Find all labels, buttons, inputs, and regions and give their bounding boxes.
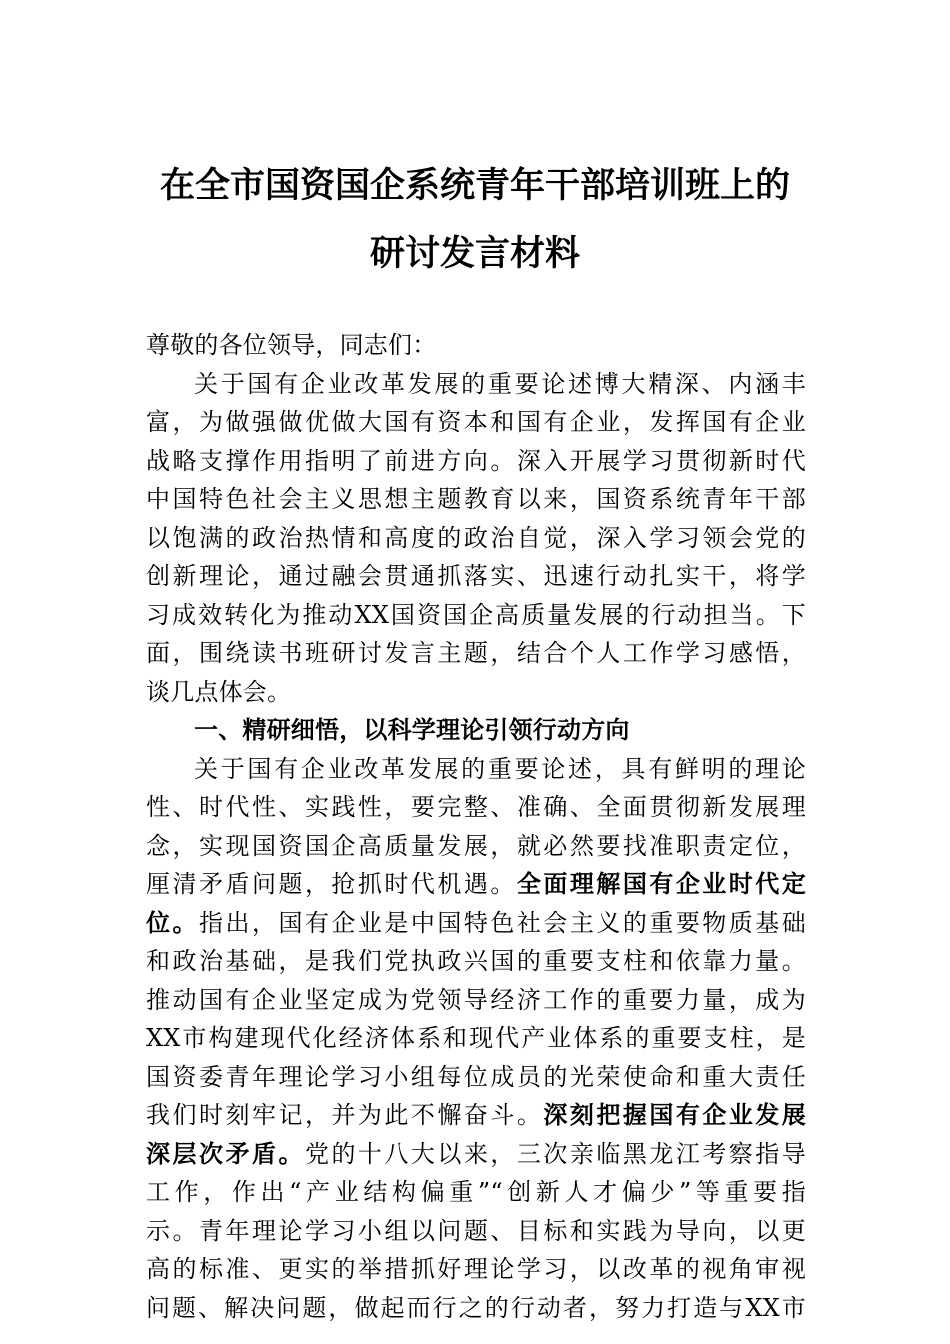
section-1-line: 推动国有企业坚定成为党领导经济工作的重要力量，成为	[146, 985, 806, 1014]
section-1-line: 国资委青年理论学习小组每位成员的光荣使命和重大责任	[146, 1062, 806, 1091]
document-title-line-1: 在全市国资国企系统青年干部培训班上的	[159, 165, 790, 206]
section-1-line: 和政治基础，是我们党执政兴国的重要支柱和依靠力量。	[146, 947, 806, 975]
intro-line: 富，为做强做优做大国有资本和国有企业，发挥国有企业	[146, 408, 806, 436]
intro-line: 面，围绕读书班研讨发言主题，结合个人工作学习感悟，	[146, 639, 806, 667]
bold-key-point: 位。	[146, 907, 199, 937]
section-1-line: 问题、解决问题，做起而行之的行动者，努力打造与XX市	[146, 1293, 806, 1322]
salutation: 尊敬的各位领导，同志们：	[146, 331, 437, 359]
section-1-line: 性、时代性、实践性，要完整、准确、全面贯彻新发展理	[146, 793, 806, 821]
plain-text: 我们时刻牢记，并为此不懈奋斗。	[146, 1101, 544, 1129]
intro-line: 以饱满的政治热情和高度的政治自觉，深入学习领会党的	[146, 523, 806, 552]
plain-text: 党的十八大以来，三次亲临黑龙江考察指导	[304, 1139, 806, 1168]
section-1-heading: 一、精研细悟，以科学理论引领行动方向	[194, 716, 630, 744]
intro-line: 谈几点体会。	[146, 677, 292, 706]
intro-line: 习成效转化为推动XX国资国企高质量发展的行动担当。下	[146, 600, 806, 629]
document-body	[146, 326, 806, 1327]
document-title-line-2: 研讨发言材料	[369, 233, 580, 274]
section-1-line	[146, 1096, 806, 1135]
section-1-line: XX市构建现代化经济体系和现代产业体系的重要支柱，是	[146, 1024, 806, 1052]
intro-line: 战略支撑作用指明了前进方向。深入开展学习贯彻新时代	[146, 446, 806, 475]
section-1-line: 高的标准、更实的举措抓好理论学习，以改革的视角审视	[146, 1255, 806, 1283]
section-1-line: 念，实现国资国企高质量发展，就必然要找准职责定位，	[146, 831, 806, 860]
intro-line: 关于国有企业改革发展的重要论述博大精深、内涵丰	[194, 369, 806, 398]
section-1-line: 关于国有企业改革发展的重要论述，具有鲜明的理论	[194, 754, 806, 783]
section-1-line: 示。青年理论学习小组以问题、目标和实践为导向，以更	[146, 1216, 806, 1245]
plain-text: 厘清矛盾问题，抢抓时代机遇。	[146, 870, 517, 898]
section-1-line	[146, 1135, 806, 1174]
section-1-line: 工作，作出“产业结构偏重”“创新人才偏少”等重要指	[146, 1178, 806, 1206]
intro-line: 创新理论，通过融会贯通抓落实、迅速行动扎实干，将学	[146, 562, 806, 590]
intro-line: 中国特色社会主义思想主题教育以来，国资系统青年干部	[146, 485, 806, 513]
bold-key-point: 全面理解国有企业时代定	[516, 869, 806, 898]
section-1-line	[146, 865, 806, 904]
bold-key-point: 深刻把握国有企业发展	[543, 1100, 806, 1129]
bold-key-point: 深层次矛盾。	[146, 1138, 305, 1168]
plain-text: 指出，国有企业是中国特色社会主义的重要物质基础	[198, 908, 806, 937]
section-1-line	[146, 904, 806, 943]
